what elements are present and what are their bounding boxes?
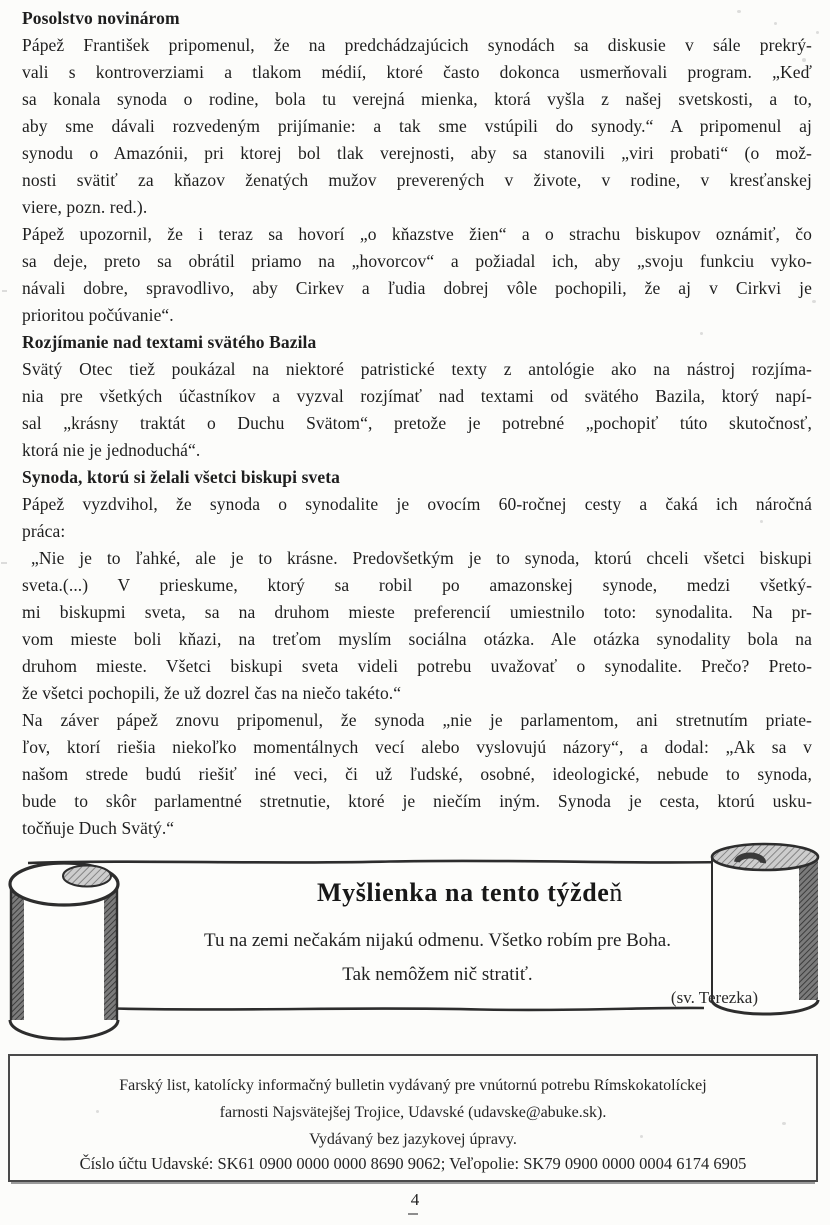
page-number-mark [408, 1213, 418, 1215]
text-line: sa deje, preto sa obrátil priamo na „hovorcov“ a požiadal ich, aby „svoju funkciu vyko- [22, 251, 812, 271]
footer-imprint-text [10, 1072, 816, 1153]
text-line: sa konala synoda o rodine, bola tu verejná mienka, ktorá vyšla z našej svetskosti, a to, [22, 89, 812, 109]
text-line: viere, pozn. red.). [22, 197, 148, 217]
text-line: mi biskupmi sveta, sa na druhom mieste preferencií umiestnilo toto: synodalita. Na pr- [22, 602, 812, 622]
scroll-title [150, 878, 790, 908]
text-line: aby sme dávali rozvedeným prijímanie: a tak sme vstúpili do synody.“ A pripomenul aj [22, 116, 812, 136]
text-line: synodu o Amazónii, pri ktorej bol tlak verejnosti, aby sa stanovili „viri probati“ (o mož- [22, 143, 812, 163]
scroll-attribution: (sv. Terezka) [670, 988, 758, 1007]
scan-speck [760, 520, 763, 523]
footer-imprint-line: Farský list, katolícky informačný bulletin vydávaný pre vnútornú potrebu Rímskokatolíckej [119, 1077, 707, 1094]
scroll-quote-line: Tu na zemi nečakám nijakú odmenu. Všetko robím pre Boha. [204, 930, 671, 951]
text-line: našom strede budú riešiť iné veci, či už ľudské, osobné, ideologické, nebude to synoda, [22, 764, 812, 784]
text-line: že všetci pochopili, že už dozrel čas na niečo takéto.“ [22, 683, 402, 703]
text-line: sveta.(...) V prieskume, ktorý sa robil po amazonskej synode, medzi všetký- [22, 575, 812, 595]
footer-imprint-line: Vydávaný bez jazykovej úpravy. [309, 1131, 517, 1148]
scroll-title-tail: ň [609, 878, 624, 907]
text-line: druhom mieste. Všetci biskupi sveta videli potrebu uvažovať o synodalite. Prečo? Preto- [22, 656, 812, 676]
scan-speck [737, 10, 741, 13]
scan-speck [812, 300, 816, 303]
scan-speck [816, 31, 819, 34]
paragraph [22, 221, 812, 329]
text-line: bude to skôr parlamentné stretnutie, ktoré je niečím iným. Synoda je cesta, ktorú usku- [22, 791, 812, 811]
paragraph [22, 356, 812, 464]
text-line: návali dobre, spravodlivo, aby Cirkev a ľudia dobrej vôle pochopili, že aj v Cirkvi je [22, 278, 812, 298]
scan-speck [700, 332, 703, 335]
text-line: práca: [22, 521, 66, 541]
section-heading: Posolstvo novinárom [22, 8, 180, 28]
footer-account-numbers: Číslo účtu Udavské: SK61 0900 0000 0000 8690 9062; Veľopolie: SK79 0900 0000 0004 6174 6905 [79, 1154, 747, 1173]
scroll-quote [130, 924, 745, 992]
text-line: Svätý Otec tiež poukázal na niektoré patristické texty z antológie ako na nástroj rozjíma- [22, 359, 812, 379]
scroll-banner [0, 842, 830, 1054]
text-line: nosti svätiť za kňazov ženatých mužov preverených v živote, v rodine, v kresťanskej [22, 170, 812, 190]
text-line: Pápež František pripomenul, že na predchádzajúcich synodách sa diskusie v sále prekrý- [22, 35, 812, 55]
text-line: prioritou počúvanie“. [22, 305, 174, 325]
paragraph [22, 707, 812, 842]
text-line: vom mieste boli kňazi, na treťom myslím sociálna otázka. Ale otázka synodality bola na [22, 629, 812, 649]
paragraph [22, 32, 812, 221]
page-number: 4 [410, 1190, 420, 1209]
scan-speck [96, 1110, 99, 1113]
section-heading: Rozjímanie nad textami svätého Bazila [22, 332, 317, 352]
text-line: vali s kontroverziami a tlakom médií, ktoré často dokonca usmerňovali program. „Keď [22, 62, 812, 82]
text-line: „Nie je to ľahké, ale je to krásne. Predovšetkým je to synoda, ktorú chceli všetci biskupi [31, 548, 812, 568]
text-line: ľov, ktorí riešia niekoľko momentálnych vecí alebo vyslovujú názory“, a dodal: „Ak sa v [22, 737, 812, 757]
paragraph [22, 545, 812, 707]
text-line: ktorá nie je jednoduchá“. [22, 440, 201, 460]
scan-speck [802, 58, 806, 62]
footer-imprint-box [8, 1054, 818, 1182]
scan-speck [2, 290, 7, 292]
text-line: Pápež vyzdvihol, že synoda o synodalite je ovocím 60-ročnej cesty a čaká ich náročná [22, 494, 812, 514]
scroll-title-main: Myšlienka na tento týžde [316, 878, 610, 907]
scroll-quote-line: Tak nemôžem nič stratiť. [342, 964, 533, 985]
section-heading: Synoda, ktorú si želali všetci biskupi sveta [22, 467, 340, 487]
scan-speck [782, 1122, 786, 1125]
article [22, 5, 812, 842]
scan-speck [1, 562, 7, 564]
paragraph [22, 491, 812, 545]
text-line: nia pre všetkých účastníkov a vyzval rozjímať nad textami od svätého Bazila, ktorý napí- [22, 386, 812, 406]
footer-imprint-line: farnosti Najsvätejšej Trojice, Udavské (udavske@abuke.sk). [219, 1104, 607, 1121]
text-line: Pápež upozornil, že i teraz sa hovorí „o kňazstve žien“ a o strachu biskupov oznámiť, čo [22, 224, 812, 244]
scan-speck [774, 22, 777, 25]
text-line: sal „krásny traktát o Duchu Svätom“, pretože je potrebné „pochopiť túto skutočnosť, [22, 413, 812, 433]
text-line: Na záver pápež znovu pripomenul, že synoda „nie je parlamentom, ani stretnutím priate- [22, 710, 812, 730]
text-line: točňuje Duch Svätý.“ [22, 818, 175, 838]
scan-speck [640, 1135, 643, 1138]
